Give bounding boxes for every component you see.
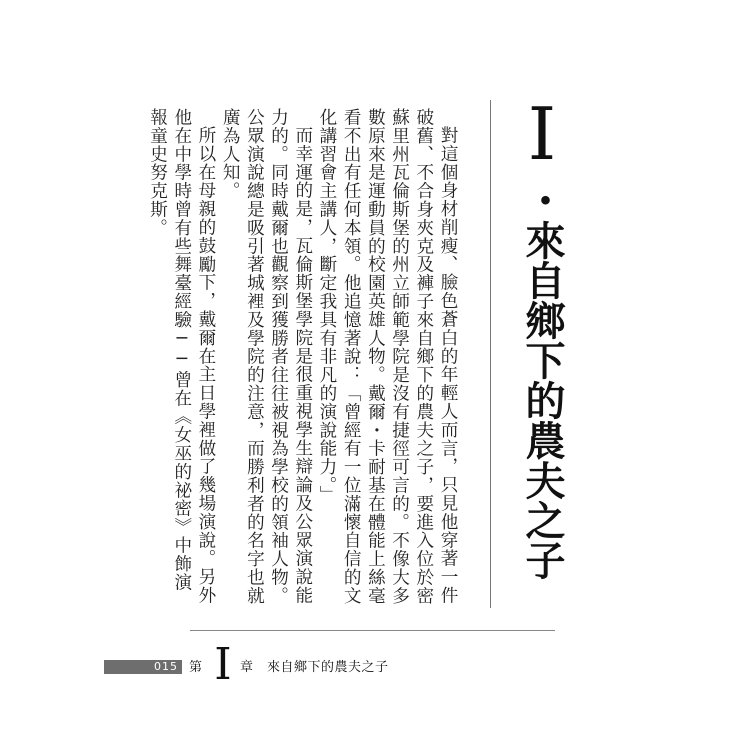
paragraph: 而幸運的是，瓦倫斯堡學院是很重視學生辯論及公眾演說能力的。同時戴爾也觀察到獲勝者往往被視為學校的領袖人物。公眾演說總是吸引著城裡及學院的注意，而勝利者的名字也就廣為人知。 <box>220 108 313 605</box>
footer-chapter-title: 來自鄉下的農夫之子 <box>267 660 389 675</box>
body-text <box>147 108 460 606</box>
chapter-numeral: I <box>527 92 557 176</box>
page-number: 015 <box>154 660 178 673</box>
paragraph: 對這個身材削瘦、臉色蒼白的年輕人而言，只見他穿著一件破舊、不合身夾克及褲子來自鄉下的農夫之子，要進入位於密蘇里州瓦倫斯堡的州立師範學院是沒有捷徑可言的。不像大多數原來是運動員的校園英雄人物。戴爾・卡耐基在體能上絲毫看不出有任何本領。他追憶著說：「曾經有一位滿懷自信的文化講習會主講人，斷定我具有非凡的演說能力。」 <box>316 108 458 605</box>
paragraph: 所以在母親的鼓勵下，戴爾在主日學裡做了幾場演說。另外他在中學時曾有些舞臺經驗──曾在《女巫的祕密》中飾演報童史努克斯。 <box>147 108 216 605</box>
chapter-title: ・來自鄉下的農夫之子 <box>519 180 565 580</box>
chapter-divider <box>490 100 491 608</box>
footer-chapter-suffix: 章 <box>240 660 254 675</box>
footer-chapter-prefix: 第 <box>189 660 203 675</box>
footer-divider <box>190 630 555 631</box>
page-number-bar <box>104 660 182 674</box>
footer-chapter-numeral: I <box>214 639 232 690</box>
